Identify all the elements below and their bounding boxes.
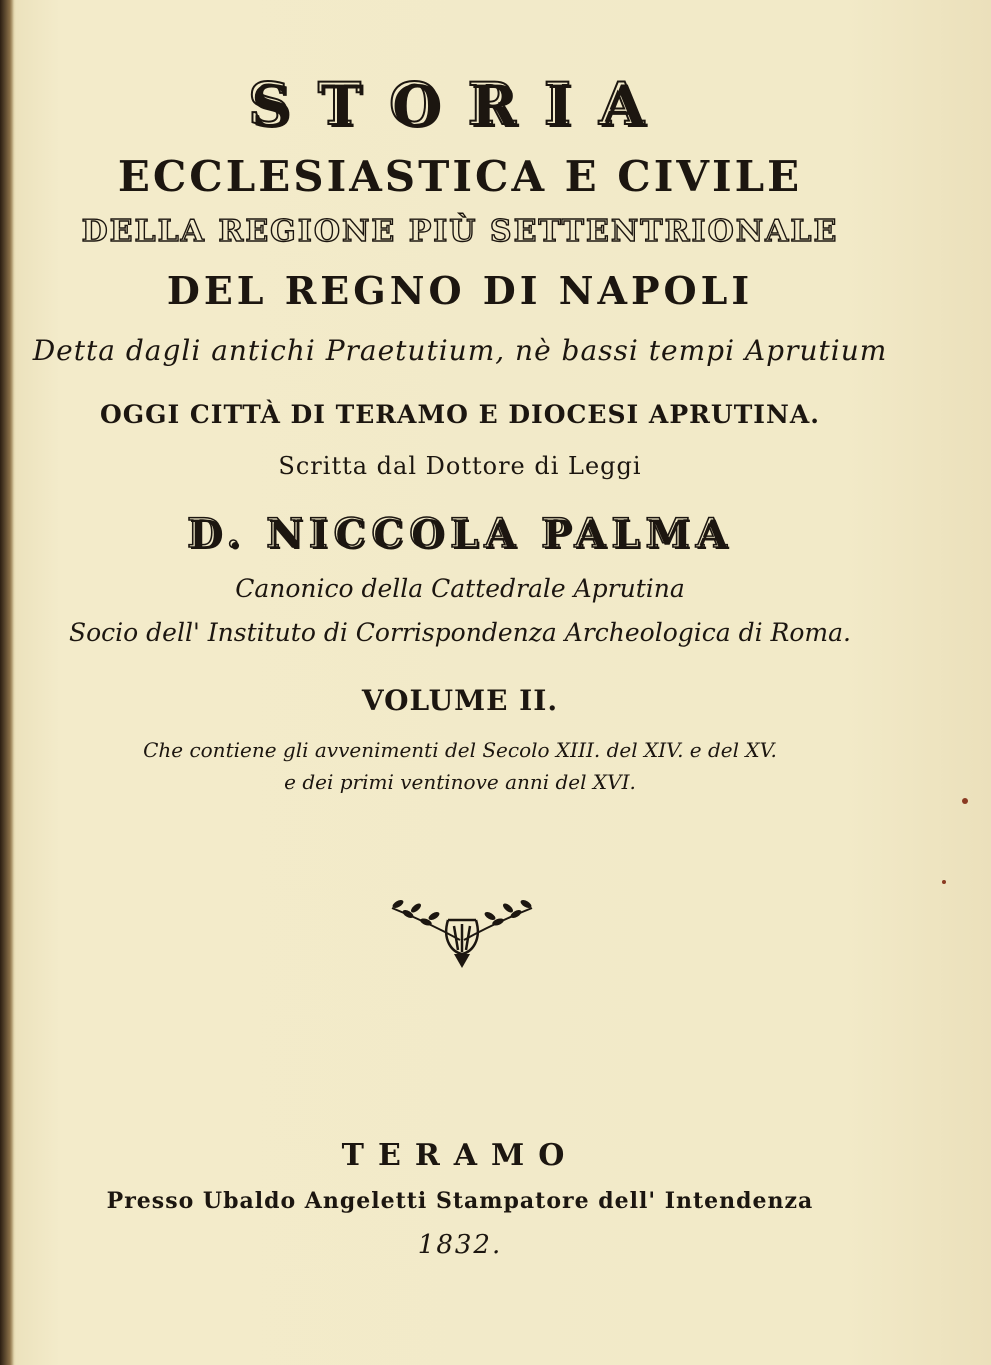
author-title-canonico: Canonico della Cattedrale Aprutina bbox=[235, 574, 685, 603]
written-by-line: Scritta dal Dottore di Leggi bbox=[278, 452, 642, 480]
modern-names-line: OGGI CITTÀ DI TERAMO E DIOCESI APRUTINA. bbox=[100, 400, 820, 429]
publication-year: 1832. bbox=[417, 1230, 503, 1260]
author-title-socio: Socio dell' Instituto di Corrispondenza Archeologica di Roma. bbox=[69, 618, 851, 647]
book-title: STORIA bbox=[248, 70, 672, 138]
region-line: DELLA REGIONE PIÙ SETTENTRIONALE bbox=[81, 214, 839, 249]
volume-label: VOLUME II. bbox=[361, 684, 559, 717]
laurel-wreath-lyre-ornament-icon bbox=[382, 890, 542, 970]
place-of-publication: TERAMO bbox=[341, 1138, 579, 1173]
paper-speck bbox=[962, 798, 968, 804]
contents-line-2: e dei primi ventinove anni del XVI. bbox=[284, 770, 636, 794]
contents-line-1: Che contiene gli avvenimenti del Secolo XIII. del XIV. e del XV. bbox=[143, 738, 777, 762]
ancient-names-line: Detta dagli antichi Praetutium, nè bassi tempi Aprutium bbox=[32, 334, 888, 367]
kingdom-line: DEL REGNO DI NAPOLI bbox=[166, 268, 754, 313]
author-name: D. NICCOLA PALMA bbox=[187, 510, 733, 557]
publisher-line: Presso Ubaldo Angeletti Stampatore dell' Intendenza bbox=[106, 1188, 814, 1214]
paper-speck bbox=[942, 880, 946, 884]
book-subtitle: ECCLESIASTICA E CIVILE bbox=[117, 152, 803, 201]
